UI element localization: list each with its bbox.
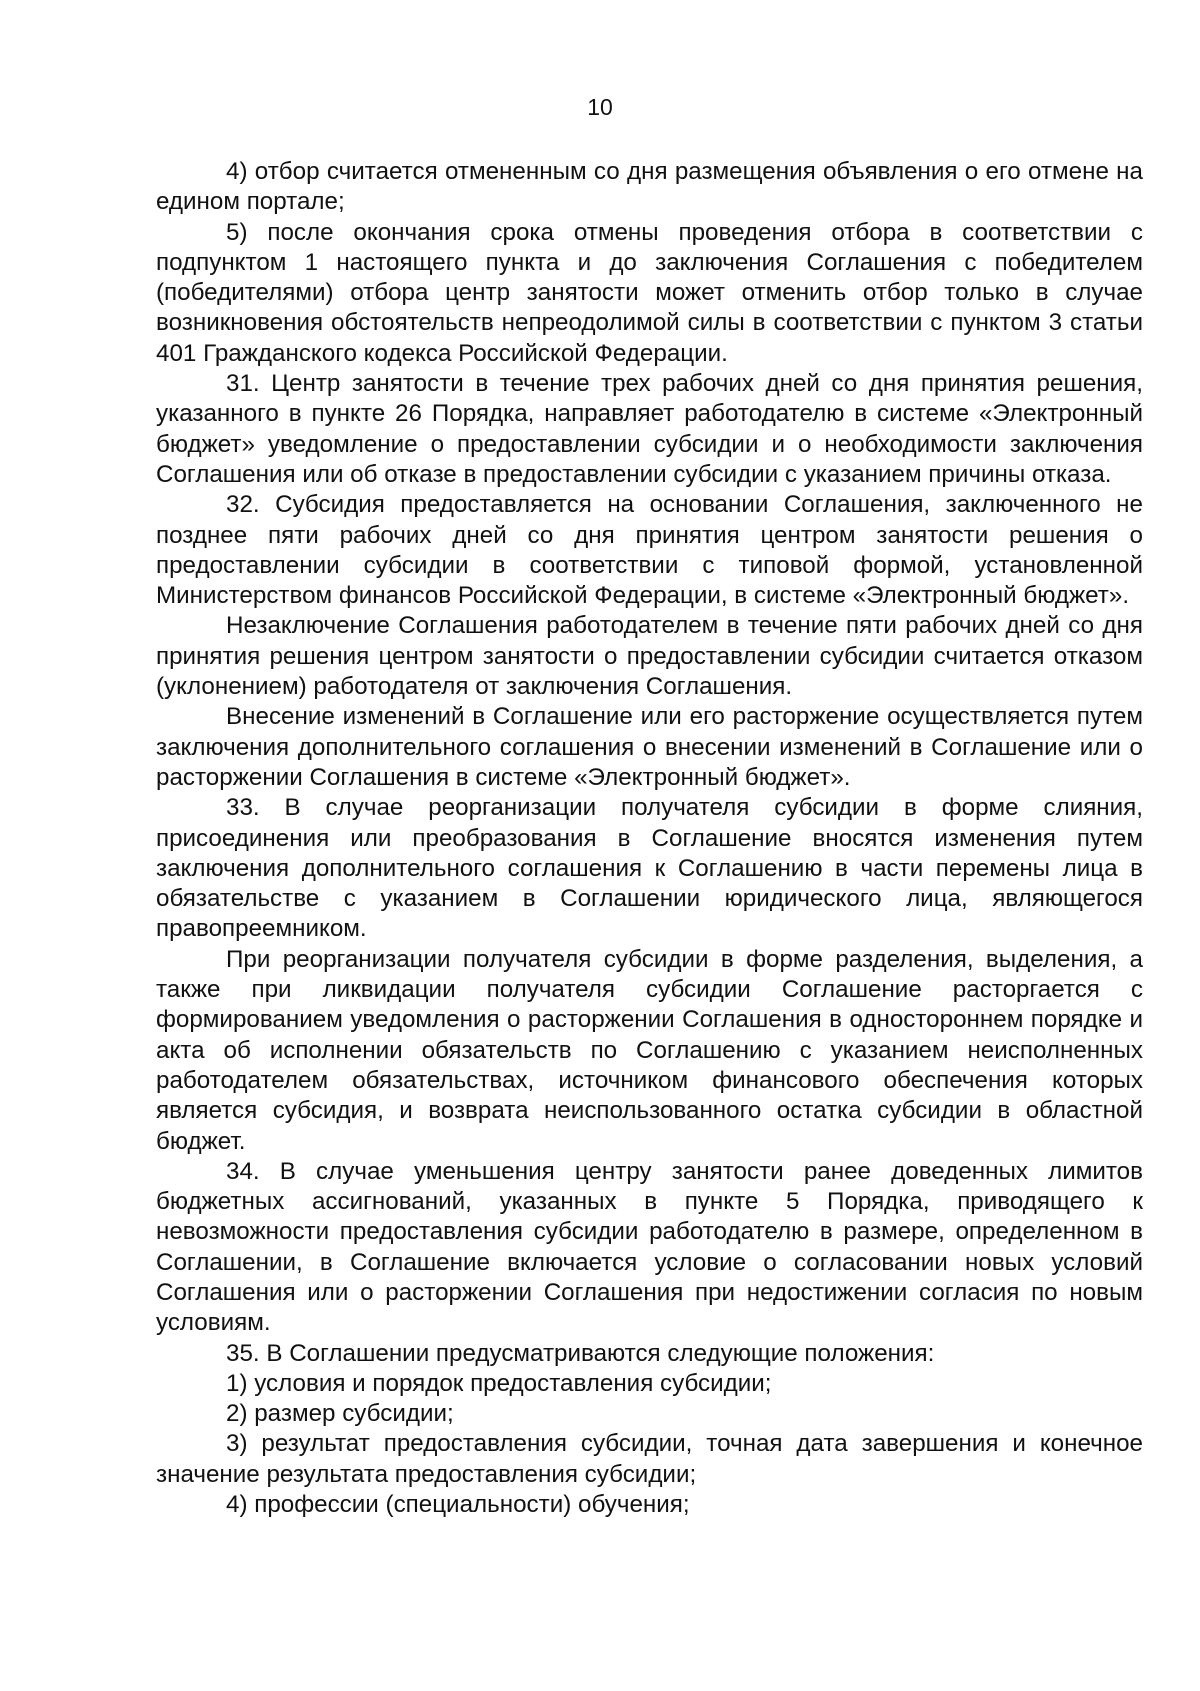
paragraph-clause-35: 35. В Соглашении предусматриваются следующие положения:	[226, 1339, 935, 1367]
paragraph-amendments: Внесение изменений в Соглашение или его расторжение осуществляется путем заключения дополнительного соглашения о внесении изменений в Соглашение или о расторжении Соглашения в системе «Электронный бюджет».	[156, 703, 1143, 791]
paragraph-clause-31: 31. Центр занятости в течение трех рабочих дней со дня принятия решения, указанного в пункте 26 Порядка, направляет работодателю в системе «Электронный бюджет» уведомление о предоставлении субсидии и о необходимости заключения Соглашения или об отказе в предоставлении субсидии с указанием причины отказа.	[156, 370, 1143, 488]
paragraph-clause-34: 34. В случае уменьшения центру занятости ранее доведенных лимитов бюджетных ассигнований, указанных в пункте 5 Порядка, приводящего к невозможности предоставления субсидии работодателю в размере, определенном в Соглашении, в Соглашение включается условие о согласовании новых условий Соглашения или о расторжении Соглашения при недостижении согласия по новым условиям.	[156, 1157, 1143, 1337]
paragraph-non-conclusion: Незаключение Соглашения работодателем в течение пяти рабочих дней со дня принятия решения центром занятости о предоставлении субсидии считается отказом (уклонением) работодателя от заключения Соглашения.	[156, 612, 1143, 701]
paragraph-item-4-cancellation: 4) отбор считается отмененным со дня размещения объявления о его отмене на едином портале;	[156, 158, 1143, 216]
paragraph-reorganization: При реорганизации получателя субсидии в форме разделения, выделения, а также при ликвидации получателя субсидии Соглашение расторгается с формированием уведомления о расторжении Соглашения в одностороннем порядке и акта об исполнении обязательств по Соглашению с указанием неисполненных работодателем обязательствах, источником финансового обеспечения которых является субсидия, и возврата неиспользованного остатка субсидии в областной бюджет.	[156, 945, 1143, 1155]
list-item-result: 3) результат предоставления субсидии, точная дата завершения и конечное значение результата предоставления субсидии;	[156, 1430, 1143, 1488]
list-item-amount: 2) размер субсидии;	[226, 1400, 454, 1428]
document-body	[156, 157, 1143, 1520]
paragraph-clause-33: 33. В случае реорганизации получателя субсидии в форме слияния, присоединения или преобразования в Соглашение вносятся изменения путем заключения дополнительного соглашения к Соглашению в части перемены лица в обязательстве с указанием в Соглашении юридического лица, являющегося правопреемником.	[156, 794, 1143, 943]
list-item-conditions: 1) условия и порядок предоставления субсидии;	[226, 1369, 772, 1397]
list-item-professions: 4) профессии (специальности) обучения;	[226, 1491, 690, 1519]
paragraph-item-5-force-majeure: 5) после окончания срока отмены проведения отбора в соответствии с подпунктом 1 настоящего пункта и до заключения Соглашения с победителем (победителями) отбора центр занятости может отменить отбор только в случае возникновения обстоятельств непреодолимой силы в соответствии с пунктом 3 статьи 401 Гражданского кодекса Российской Федерации.	[156, 218, 1143, 367]
paragraph-clause-32: 32. Субсидия предоставляется на основании Соглашения, заключенного не позднее пяти рабочих дней со дня принятия центром занятости решения о предоставлении субсидии в соответствии с типовой формой, установленной Министерством финансов Российской Федерации, в системе «Электронный бюджет».	[156, 491, 1143, 610]
page-number: 10	[587, 94, 613, 120]
